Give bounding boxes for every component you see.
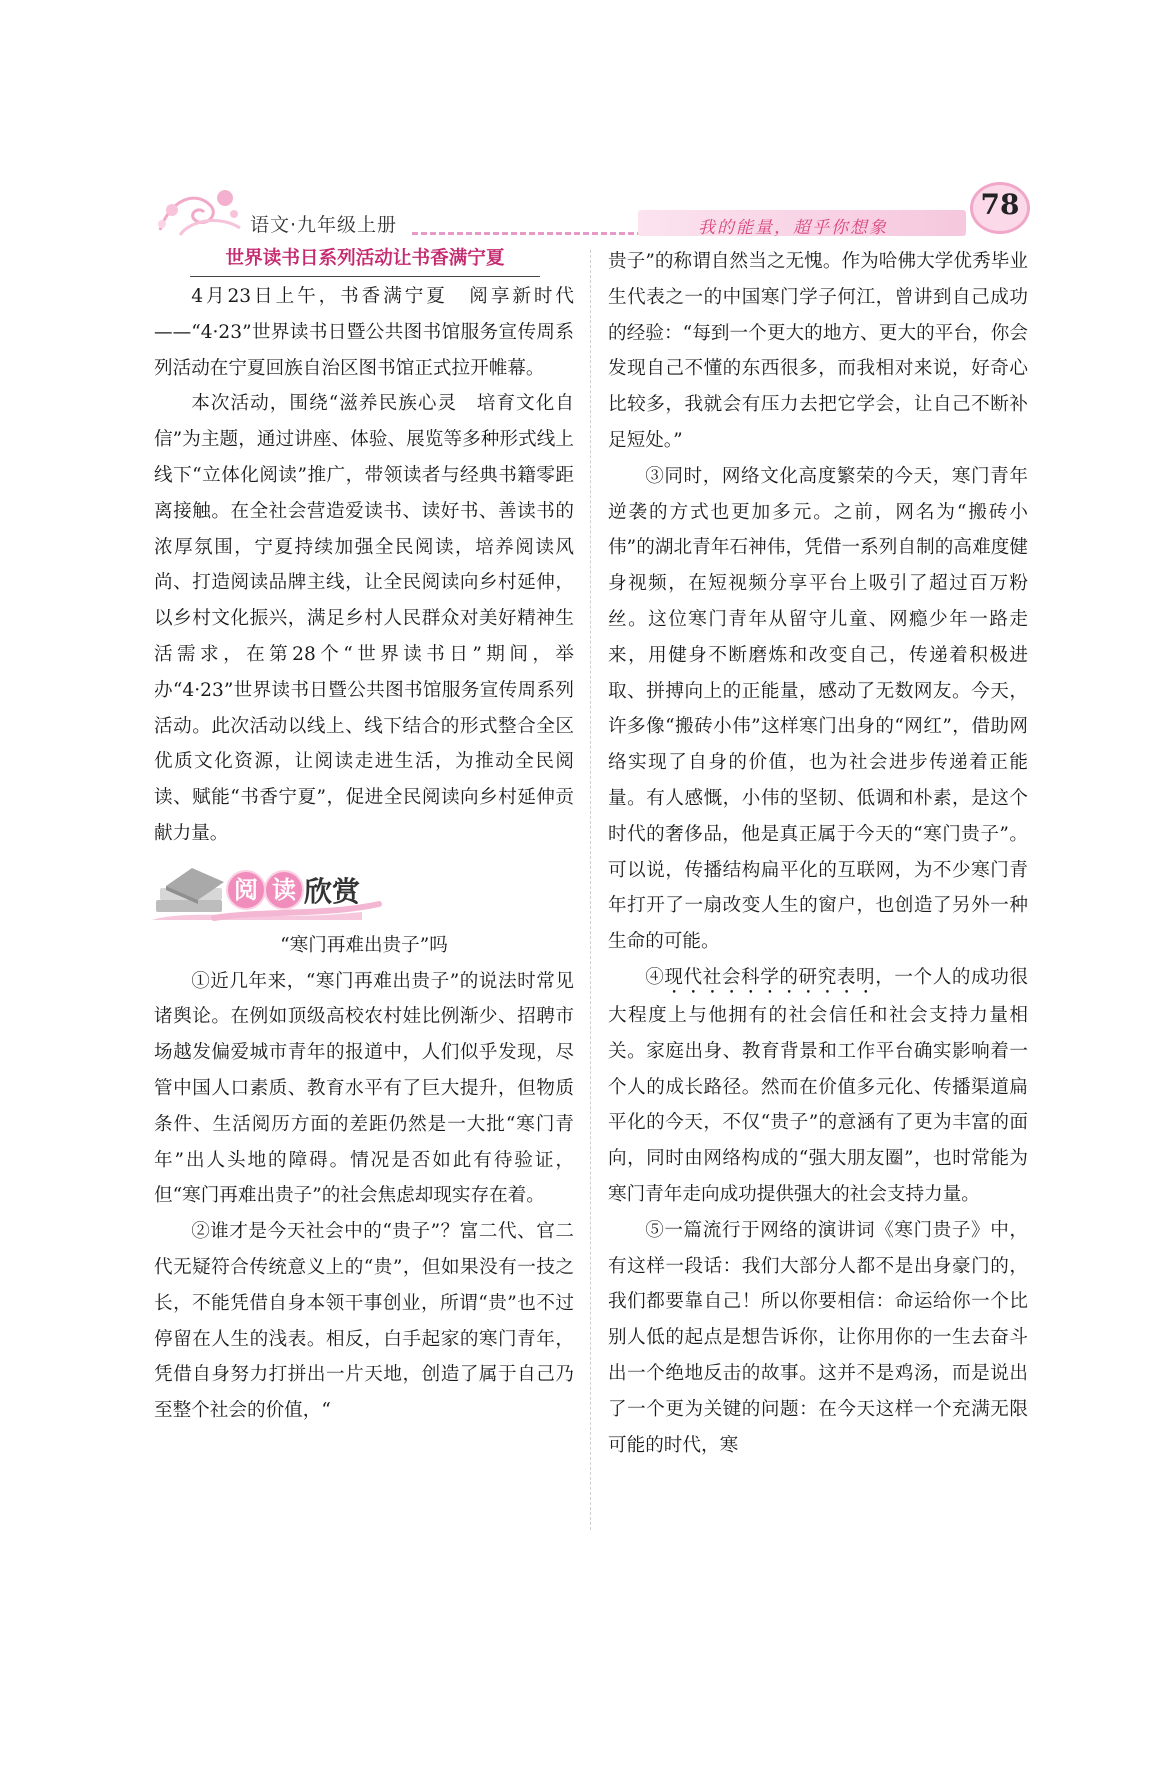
book-title: 语文·九年级上册: [250, 214, 398, 236]
right-column: [608, 244, 1028, 1463]
news-body: [154, 279, 574, 852]
section-label: 欣赏: [304, 874, 361, 908]
news-paragraph-2: 本次活动，围绕“滋养民族心灵 培育文化自信”为主题，通过讲座、体验、展览等多种形式线上线下“立体化阅读”推广，带领读者与经典书籍零距离接触。在全社会营造爱读书、读好书、善读书的浓厚氛围，宁夏持续加强全民阅读，培养阅读风尚、打造阅读品牌主线，让全民阅读向乡村延伸，以乡村文化振兴，满足乡村人民群众对美好精神生活需求，在第28个“世界读书日”期间，举办“4·23”世界读书日暨公共图书馆服务宣传周系列活动。此次活动以线上、线下结合的形式整合全区优质文化资源，让阅读走进生活，为推动全民阅读、赋能“书香宁夏”，促进全民阅读向乡村延伸贡献力量。: [154, 393, 574, 844]
left-column: [154, 244, 574, 1422]
article-paragraph-2: ②谁才是今天社会中的“贵子”？富二代、官二代无疑符合传统意义上的“贵”，但如果没有一技之长，不能凭借自身本领干事创业，所谓“贵”也不过停留在人生的浅表。相反，白手起家的寒门青年，凭借自身努力打拼出一片天地，创造了属于自己乃至整个社会的价值，“: [154, 1221, 574, 1422]
header-slogan: 我的能量，超乎你想象: [698, 218, 888, 238]
column-divider: [590, 250, 591, 1530]
article-title: “寒门再难出贵子”吗: [280, 934, 448, 956]
p4-prefix: ④: [645, 966, 665, 988]
article-paragraph-5: ⑤一篇流行于网络的演讲词《寒门贵子》中，有这样一段话：我们大部分人都不是出身豪门的，我们都要靠自己！所以你要相信：命运给你一个比别人低的起点是想告诉你，让你用你的一生去奋斗出一个绝地反击的故事。这并不是鸡汤，而是说出了一个更为关键的问题：在今天这样一个充满无限可能的时代，寒: [608, 1219, 1028, 1456]
article-paragraph-1: ①近几年来，“寒门再难出贵子”的说法时常见诸舆论。在例如顶级高校农村娃比例渐少、招聘市场越发偏爱城市青年的报道中，人们似乎发现，尽管中国人口素质、教育水平有了巨大提升，但物质条件、生活阅历方面的差距仍然是一大批“寒门青年”出人头地的障碍。情况是否如此有待验证，但“寒门再难出贵子”的社会焦虑却现实存在着。: [154, 970, 574, 1207]
flourish-ornament-icon: [150, 180, 250, 240]
banner-char-1: 阅: [226, 870, 266, 910]
p4-rest: ，一个人的成功很大程度上与他拥有的社会信任和社会支持力量相关。家庭出身、教育背景和工作平台确实影响着一个人的成长路径。然而在价值多元化、传播渠道扁平化的今天，不仅“贵子”的意涵有了更为丰富的面向，同时由网络构成的“强大朋友圈”，也时常能为寒门青年走向成功提供强大的社会支持力量。: [608, 966, 1028, 1205]
page-number: 78: [980, 188, 1020, 221]
p4-emphasis: 现代社会科学的研究表明: [664, 966, 876, 988]
article-paragraph-3: ③同时，网络文化高度繁荣的今天，寒门青年逆袭的方式也更加多元。之前，网名为“搬砖小伟”的湖北青年石神伟，凭借一系列自制的高难度健身视频，在短视频分享平台上吸引了超过百万粉丝。这位寒门青年从留守儿童、网瘾少年一路走来，用健身不断磨炼和改变自己，传递着积极进取、拼搏向上的正能量，感动了无数网友。今天，许多像“搬砖小伟”这样寒门出身的“网红”，借助网络实现了自身的价值，也为社会进步传递着正能量。有人感慨，小伟的坚韧、低调和朴素，是这个时代的奢侈品，他是真正属于今天的“寒门贵子”。可以说，传播结构扁平化的互联网，为不少寒门青年打开了一扇改变人生的窗户，也创造了另外一种生命的可能。: [608, 465, 1028, 953]
banner-char-2: 读: [264, 870, 304, 910]
article-paragraph-2-continued: 贵子”的称谓自然当之无愧。作为哈佛大学优秀毕业生代表之一的中国寒门学子何江，曾讲到自己成功的经验：“每到一个更大的地方、更大的平台，你会发现自己不懂的东西很多，而我相对来说，好奇心比较多，我就会有压力去把它学会，让自己不断补足短处。”: [608, 251, 1028, 451]
page-header: [150, 180, 1030, 240]
news-paragraph-1: 4月23日上午，书香满宁夏 阅享新时代——“4·23”世界读书日暨公共图书馆服务宣传周系列活动在宁夏回族自治区图书馆正式拉开帷幕。: [154, 286, 574, 379]
news-title: 世界读书日系列活动让书香满宁夏: [190, 244, 540, 277]
reading-appreciation-banner: [154, 864, 574, 926]
article-paragraph-4: [608, 960, 1028, 1213]
